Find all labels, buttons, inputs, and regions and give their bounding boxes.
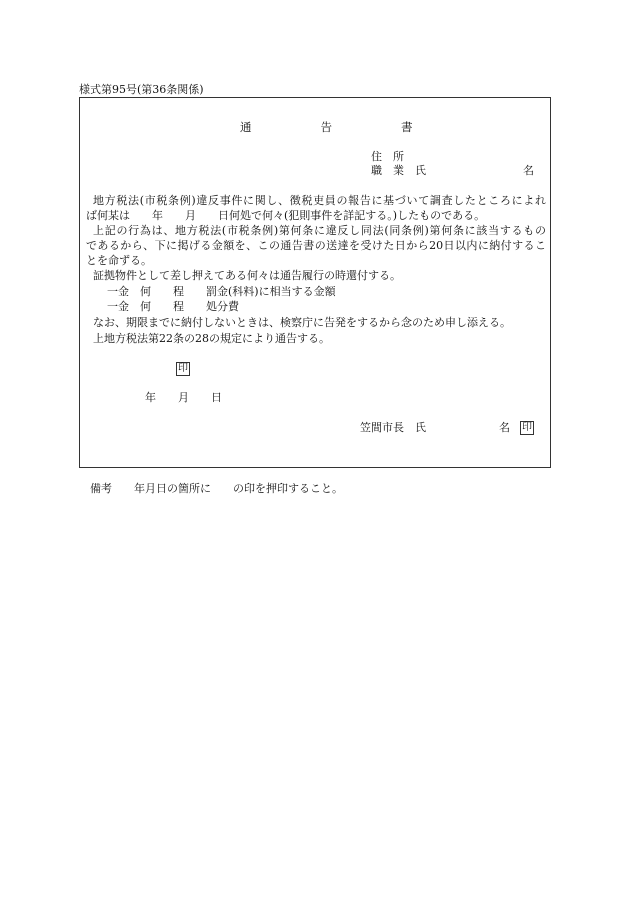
body-line-7: なお、期限までに納付しないときは、検察庁に告発をするから念のため申し添える。 <box>93 316 511 329</box>
body-line-5: とを命ずる。 <box>86 254 152 267</box>
document-title: 通 告 書 <box>240 120 413 134</box>
body-line-1: 地方税法(市税条例)違反事件に関し、徴税吏員の報告に基づいて調査したところによれ <box>93 194 546 207</box>
occupation-name-label: 職 業 氏 <box>371 164 426 177</box>
address-label: 住 所 <box>371 150 404 163</box>
signer-seal-mark: 印 <box>522 422 532 433</box>
penalty-item: 一金 何 程 罰金(科料)に相当する金額 <box>107 285 336 298</box>
signer-seal <box>520 420 534 435</box>
date-line: 年 月 日 <box>145 391 222 404</box>
body-line-6: 証拠物件として差し押えてある何々は通告履行の時還付する。 <box>93 269 401 282</box>
name-suffix-label: 名 <box>523 164 534 177</box>
signer-name-suffix: 名 <box>499 421 510 434</box>
remarks-note: 備考 年月日の箇所に の印を押印すること。 <box>90 482 343 495</box>
body-line-3: 上記の行為は、地方税法(市税条例)第何条に違反し同法(同条例)第何条に該当するもの <box>93 224 546 237</box>
official-seal <box>176 361 190 376</box>
signer-label: 笠間市長 氏 <box>360 421 426 434</box>
body-line-2: ば何某は 年 月 日何処で何々(犯則事件を詳記する。)したものである。 <box>86 209 486 222</box>
body-line-8: 上地方税法第22条の28の規定により通告する。 <box>93 332 330 345</box>
disposal-cost-item: 一金 何 程 処分費 <box>107 300 239 313</box>
body-line-4: であるから、下に掲げる金額を、この通告書の送達を受けた日から20日以内に納付するこ <box>86 239 546 252</box>
seal-mark: 印 <box>178 363 188 374</box>
form-number-label: 様式第95号(第36条関係) <box>79 83 204 96</box>
